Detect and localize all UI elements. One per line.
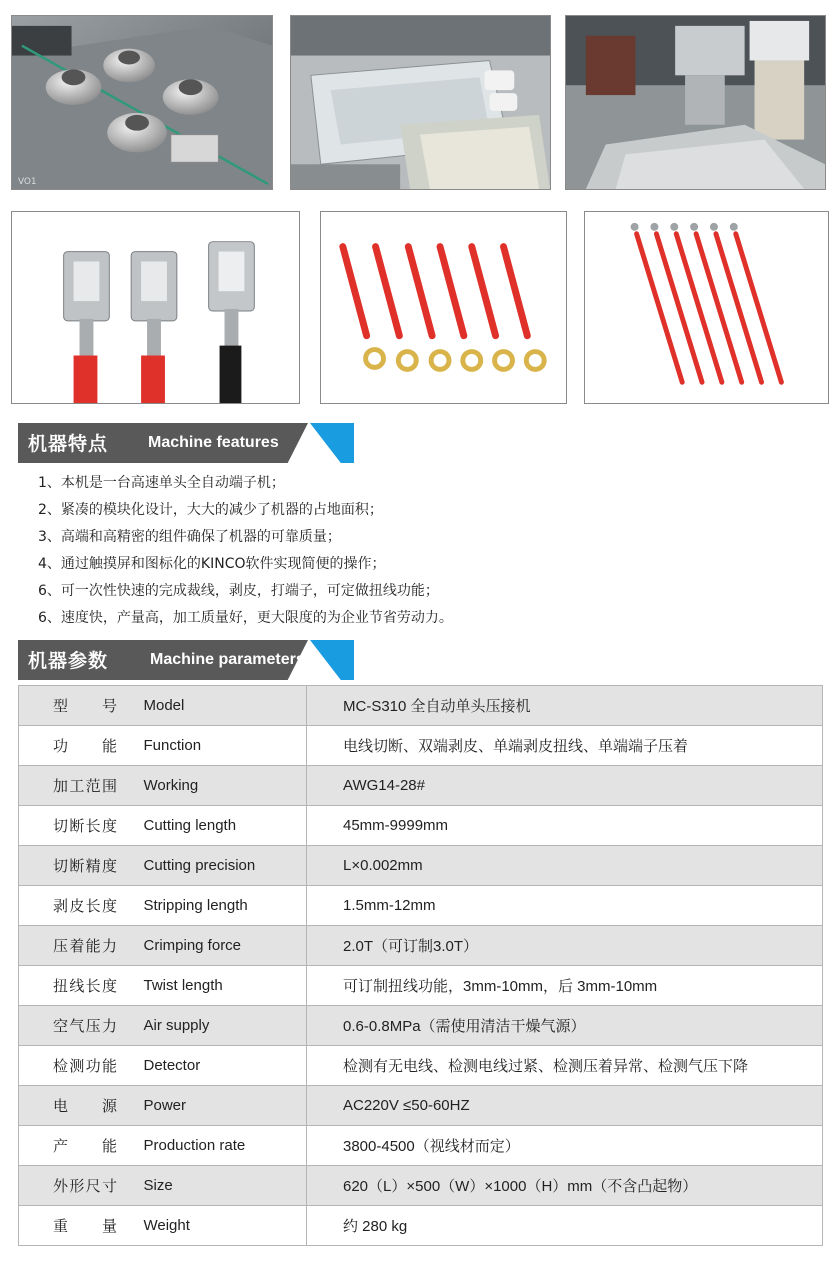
param-value: MC-S310 全自动单头压接机 <box>307 686 823 726</box>
param-label-en: Stripping length <box>119 886 307 926</box>
param-label-cn: 功能 <box>53 738 117 755</box>
photo-label: VO1 <box>17 177 37 188</box>
features-list <box>38 470 818 632</box>
param-value: 45mm-9999mm <box>307 806 823 846</box>
param-label-en: Detector <box>119 1046 307 1086</box>
param-label-en: Model <box>119 686 307 726</box>
photo-stripped-wires <box>584 211 829 404</box>
table-row <box>19 1166 823 1206</box>
param-value: 可订制扭线功能，3mm-10mm，后 3mm-10mm <box>307 966 823 1006</box>
table-row <box>19 1206 823 1246</box>
feature-item: 4、通过触摸屏和图标化的KINCO软件实现简便的操作； <box>38 556 386 572</box>
photo-cutter-guide <box>290 15 551 190</box>
param-value: AWG14-28# <box>307 766 823 806</box>
param-label-en: Power <box>119 1086 307 1126</box>
params-table <box>18 685 823 1246</box>
param-value: 620（L）×500（W）×1000（H）mm（不含凸起物） <box>307 1166 823 1206</box>
feature-item: 6、可一次性快速的完成裁线，剥皮，打端子，可定做扭线功能； <box>38 583 439 599</box>
features-title-cn: 机器特点 <box>28 433 109 455</box>
table-row <box>19 806 823 846</box>
param-label-cn: 加工范围 <box>53 778 117 795</box>
photo-crimped-terminals <box>11 211 300 404</box>
features-header <box>18 423 336 463</box>
table-row <box>19 1126 823 1166</box>
param-label-cn: 外形尺寸 <box>53 1178 117 1195</box>
param-label-cn: 扭线长度 <box>53 978 117 995</box>
param-label-en: Working <box>119 766 307 806</box>
feature-item: 1、本机是一台高速单头全自动端子机； <box>38 475 285 491</box>
photo-wire-straightener <box>11 15 273 190</box>
param-label-cn: 产能 <box>53 1138 117 1155</box>
table-row <box>19 1006 823 1046</box>
param-label-en: Crimping force <box>119 926 307 966</box>
photo-crimp-head <box>565 15 826 190</box>
table-row <box>19 926 823 966</box>
param-label-cn: 剥皮长度 <box>53 898 117 915</box>
table-row <box>19 886 823 926</box>
param-label-en: Twist length <box>119 966 307 1006</box>
param-value: 电线切断、双端剥皮、单端剥皮扭线、单端端子压着 <box>307 726 823 766</box>
param-label-en: Weight <box>119 1206 307 1246</box>
param-label-en: Size <box>119 1166 307 1206</box>
param-label-en: Air supply <box>119 1006 307 1046</box>
param-label-cn: 压着能力 <box>53 938 117 955</box>
params-title-en: Machine parameters <box>150 651 305 668</box>
header-accent <box>310 640 354 680</box>
table-row <box>19 766 823 806</box>
param-label-en: Cutting precision <box>119 846 307 886</box>
table-row <box>19 1086 823 1126</box>
param-label-cn: 切断长度 <box>53 818 117 835</box>
feature-item: 3、高端和高精密的组件确保了机器的可靠质量； <box>38 529 341 545</box>
photo-ring-terminals <box>320 211 567 404</box>
param-label-cn: 型号 <box>53 698 117 715</box>
param-value: 约 280 kg <box>307 1206 823 1246</box>
param-label-cn: 电源 <box>53 1098 117 1115</box>
param-value: 3800-4500（视线材而定） <box>307 1126 823 1166</box>
feature-item: 6、速度快，产量高，加工质量好，更大限度的为企业节省劳动力。 <box>38 610 453 626</box>
params-title-cn: 机器参数 <box>28 650 109 672</box>
table-row <box>19 726 823 766</box>
param-label-cn: 重量 <box>53 1218 117 1235</box>
feature-item: 2、紧凑的模块化设计，大大的减少了机器的占地面积； <box>38 502 383 518</box>
param-value: L×0.002mm <box>307 846 823 886</box>
table-row <box>19 1046 823 1086</box>
param-label-cn: 空气压力 <box>53 1018 117 1035</box>
param-label-cn: 检测功能 <box>53 1058 117 1075</box>
param-label-en: Cutting length <box>119 806 307 846</box>
param-label-en: Production rate <box>119 1126 307 1166</box>
param-label-en: Function <box>119 726 307 766</box>
param-value: AC220V ≤50-60HZ <box>307 1086 823 1126</box>
param-value: 1.5mm-12mm <box>307 886 823 926</box>
header-accent <box>310 423 354 463</box>
param-label-cn: 切断精度 <box>53 858 117 875</box>
table-row <box>19 846 823 886</box>
params-header <box>18 640 336 680</box>
features-title-en: Machine features <box>148 434 279 451</box>
param-value: 0.6-0.8MPa（需使用清洁干燥气源） <box>307 1006 823 1046</box>
param-value: 2.0T（可订制3.0T） <box>307 926 823 966</box>
param-value: 检测有无电线、检测电线过紧、检测压着异常、检测气压下降 <box>307 1046 823 1086</box>
table-row <box>19 686 823 726</box>
table-row <box>19 966 823 1006</box>
